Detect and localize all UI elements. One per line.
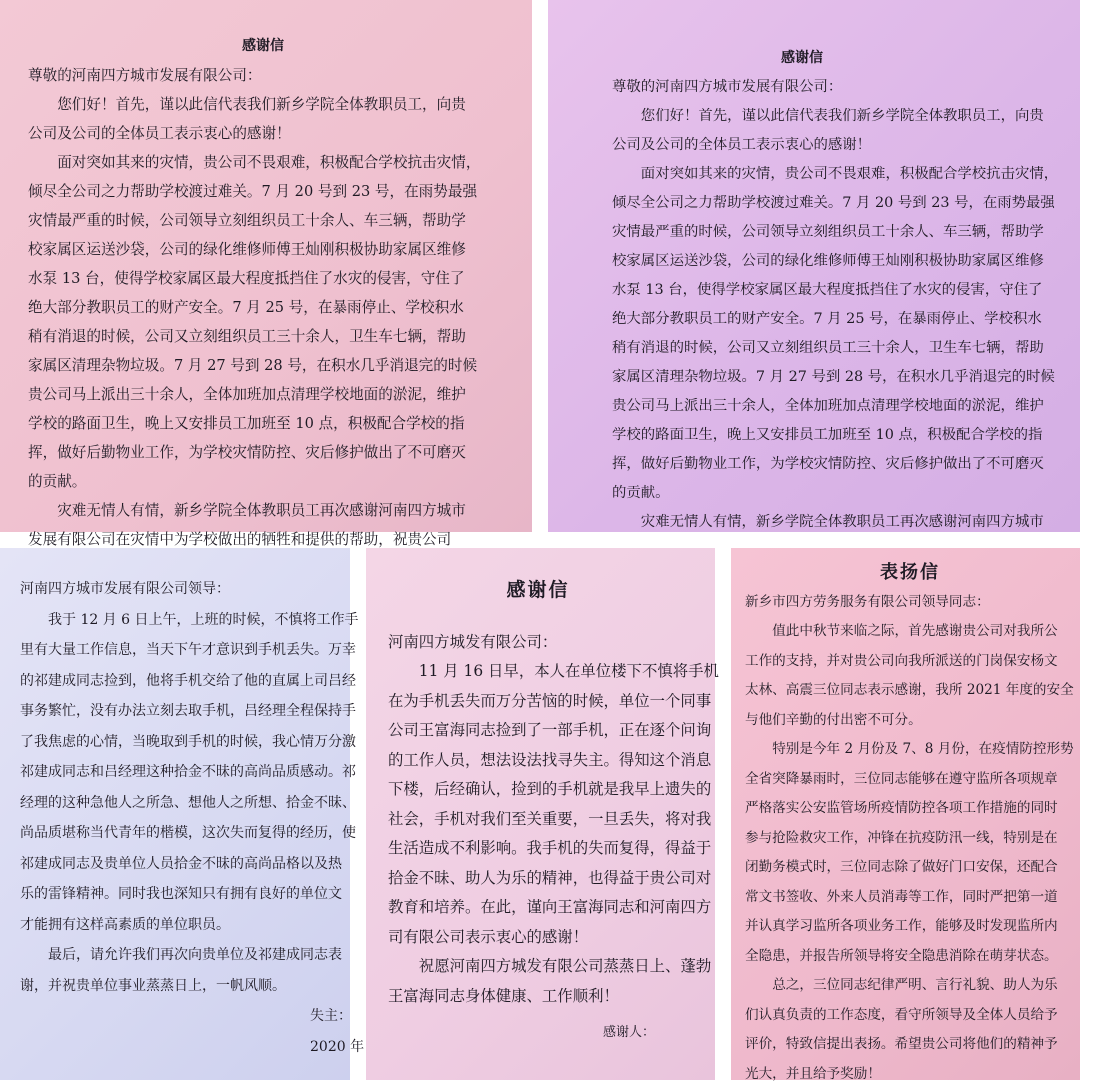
text-line: 总之，三位同志纪律严明、言行礼貌、助人为乐 [745, 971, 1105, 1001]
text-line: 校家属区运送沙袋，公司的绿化维修师傅王灿刚积极协助家属区维修 [612, 247, 1072, 276]
text-line: 的贡献。 [28, 467, 498, 496]
text-line: 拾金不昧、助人为乐的精神，也得益于贵公司对 [388, 864, 748, 894]
text-line: 贵公司马上派出三十余人，全体加班加点清理学校地面的淤泥，维护 [612, 392, 1072, 421]
text-line: 了我焦虑的心情，当晚取到手机的时候，我心情万分激 [20, 727, 420, 758]
letter-body [20, 574, 420, 1062]
letter-title: 感谢信 [28, 32, 498, 61]
letter-body [612, 44, 1072, 537]
text-line: 您们好！首先，谨以此信代表我们新乡学院全体教职员工，向贵 [28, 90, 498, 119]
text-line: 严格落实公安监管场所疫情防控各项工作措施的同时 [745, 794, 1105, 824]
text-line: 生活造成不利影响。我手机的失而复得，得益于 [388, 834, 748, 864]
text-line: 祝愿河南四方城发有限公司蒸蒸日上、蓬勃 [388, 952, 748, 982]
text-line: 倾尽全公司之力帮助学校渡过难关。7 月 20 号到 23 号，在雨势最强 [28, 177, 498, 206]
text-line: 全省突降暴雨时，三位同志能够在遵守监所各项规章 [745, 765, 1105, 795]
text-line: 倾尽全公司之力帮助学校渡过难关。7 月 20 号到 23 号，在雨势最强 [612, 189, 1072, 218]
text-line: 灾难无情人有情，新乡学院全体教职员工再次感谢河南四方城市 [612, 508, 1072, 537]
text-line: 常文书签收、外来人员消毒等工作，同时严把第一道 [745, 883, 1105, 913]
text-line: 值此中秋节来临之际，首先感谢贵公司对我所公 [745, 617, 1105, 647]
signature-label: 失主： [20, 1001, 420, 1032]
text-line: 们认真负责的工作态度，看守所领导及全体人员给予 [745, 1001, 1105, 1031]
letter-body [745, 558, 1105, 1089]
text-line: 新乡市四方劳务服务有限公司领导同志： [745, 588, 1105, 618]
text-line: 尊敬的河南四方城市发展有限公司： [28, 61, 498, 90]
text-line: 您们好！首先，谨以此信代表我们新乡学院全体教职员工，向贵 [612, 102, 1072, 131]
text-line: 绝大部分教职员工的财产安全。7 月 25 号，在暴雨停止、学校积水 [28, 293, 498, 322]
text-line: 的贡献。 [612, 479, 1072, 508]
text-line: 乐的雷锋精神。同时我也深知只有拥有良好的单位文 [20, 879, 420, 910]
text-line: 事务繁忙，没有办法立刻去取手机，吕经理全程保持手 [20, 696, 420, 727]
text-line: 才能拥有这样高素质的单位职员。 [20, 910, 420, 941]
text-line: 并认真学习监所各项业务工作，能够及时发现监所内 [745, 912, 1105, 942]
text-line: 河南四方城市发展有限公司领导： [20, 574, 420, 605]
text-line: 公司及公司的全体员工表示衷心的感谢！ [28, 119, 498, 148]
text-line: 尚品质堪称当代青年的楷模，这次失而复得的经历，使 [20, 818, 420, 849]
text-line: 下楼，后经确认，捡到的手机就是我早上遗失的 [388, 775, 748, 805]
text-line: 面对突如其来的灾情，贵公司不畏艰难，积极配合学校抗击灾情， [612, 160, 1072, 189]
text-line: 水泵 13 台，使得学校家属区最大程度抵挡住了水灾的侵害，守住了 [28, 264, 498, 293]
date-line: 2020 年 [20, 1032, 420, 1063]
text-line: 的祁建成同志捡到，他将手机交给了他的直属上司吕经 [20, 666, 420, 697]
text-line: 面对突如其来的灾情，贵公司不畏艰难，积极配合学校抗击灾情， [28, 148, 498, 177]
text-line: 王富海同志身体健康、工作顺利！ [388, 982, 748, 1012]
text-line: 工作的支持，并对贵公司向我所派送的门岗保安杨文 [745, 647, 1105, 677]
text-line: 光大，并且给予奖励！ [745, 1060, 1105, 1089]
signature-label: 感谢人： [388, 1011, 748, 1055]
text-line: 学校的路面卫生，晚上又安排员工加班至 10 点，积极配合学校的指 [612, 421, 1072, 450]
text-line: 闭勤务模式时，三位同志除了做好门口安保，还配合 [745, 853, 1105, 883]
letter-photo-5 [731, 548, 1080, 1080]
letter-photo-1 [0, 0, 532, 532]
text-line: 尊敬的河南四方城市发展有限公司： [612, 73, 1072, 102]
text-line: 挥，做好后勤物业工作，为学校灾情防控、灾后修护做出了不可磨灭 [28, 438, 498, 467]
text-line: 评价，特致信提出表扬。希望贵公司将他们的精神予 [745, 1030, 1105, 1060]
text-line: 灾情最严重的时候，公司领导立刻组织员工十余人、车三辆，帮助学 [28, 206, 498, 235]
text-line: 经理的这种急他人之所急、想他人之所想、拾金不昧、 [20, 788, 420, 819]
text-line: 参与抢险救灾工作，冲锋在抗疫防汛一线，特别是在 [745, 824, 1105, 854]
text-line: 的工作人员，想法设法找寻失主。得知这个消息 [388, 746, 748, 776]
text-line: 公司及公司的全体员工表示衷心的感谢！ [612, 131, 1072, 160]
text-line: 司有限公司表示衷心的感谢！ [388, 923, 748, 953]
text-line: 灾情最严重的时候，公司领导立刻组织员工十余人、车三辆，帮助学 [612, 218, 1072, 247]
text-line: 公司王富海同志捡到了一部手机，正在逐个问询 [388, 716, 748, 746]
text-line: 社会，手机对我们至关重要，一旦丢失，将对我 [388, 805, 748, 835]
letter-title: 感谢信 [388, 576, 688, 606]
text-line: 里有大量工作信息，当天下午才意识到手机丢失。万幸 [20, 635, 420, 666]
text-line: 谢，并祝贵单位事业蒸蒸日上，一帆风顺。 [20, 971, 420, 1002]
text-line: 全隐患，并报告所领导将安全隐患消除在萌芽状态。 [745, 942, 1105, 972]
text-line: 灾难无情人有情，新乡学院全体教职员工再次感谢河南四方城市 [28, 496, 498, 525]
text-line: 贵公司马上派出三十余人，全体加班加点清理学校地面的淤泥，维护 [28, 380, 498, 409]
text-line: 稍有消退的时候，公司又立刻组织员工三十余人，卫生车七辆，帮助 [612, 334, 1072, 363]
text-line: 教育和培养。在此，谨向王富海同志和河南四方 [388, 893, 748, 923]
text-line: 特别是今年 2 月份及 7、8 月份，在疫情防控形势 [745, 735, 1105, 765]
text-line: 发展有限公司在灾情中为学校做出的牺牲和提供的帮助，祝贵公司 [28, 525, 498, 554]
letter-photo-3 [0, 548, 350, 1080]
text-line: 祁建成同志和吕经理这种拾金不昧的高尚品质感动。祁 [20, 757, 420, 788]
letter-body [388, 576, 748, 1055]
text-line: 河南四方城发有限公司： [388, 628, 748, 658]
text-line: 最后，请允许我们再次向贵单位及祁建成同志表 [20, 940, 420, 971]
letter-photo-2 [548, 0, 1080, 532]
text-line: 挥，做好后勤物业工作，为学校灾情防控、灾后修护做出了不可磨灭 [612, 450, 1072, 479]
text-line: 家属区清理杂物垃圾。7 月 27 号到 28 号，在积水几乎消退完的时候 [28, 351, 498, 380]
text-line: 家属区清理杂物垃圾。7 月 27 号到 28 号，在积水几乎消退完的时候 [612, 363, 1072, 392]
text-line: 我于 12 月 6 日上午，上班的时候，不慎将工作手 [20, 605, 420, 636]
letter-body [28, 32, 498, 554]
letter-photo-4 [366, 548, 715, 1080]
text-line: 太林、高震三位同志表示感谢，我所 2021 年度的安全 [745, 676, 1105, 706]
text-line: 学校的路面卫生，晚上又安排员工加班至 10 点，积极配合学校的指 [28, 409, 498, 438]
text-line: 在为手机丢失而万分苦恼的时候，单位一个同事 [388, 687, 748, 717]
text-line: 11 月 16 日早，本人在单位楼下不慎将手机 [388, 657, 748, 687]
text-line: 水泵 13 台，使得学校家属区最大程度抵挡住了水灾的侵害，守住了 [612, 276, 1072, 305]
text-line: 稍有消退的时候，公司又立刻组织员工三十余人，卫生车七辆，帮助 [28, 322, 498, 351]
text-line: 绝大部分教职员工的财产安全。7 月 25 号，在暴雨停止、学校积水 [612, 305, 1072, 334]
text-line: 校家属区运送沙袋，公司的绿化维修师傅王灿刚积极协助家属区维修 [28, 235, 498, 264]
text-line: 祁建成同志及贵单位人员拾金不昧的高尚品格以及热 [20, 849, 420, 880]
letter-title: 表扬信 [745, 558, 1075, 588]
letter-title: 感谢信 [612, 44, 992, 73]
text-line: 与他们辛勤的付出密不可分。 [745, 706, 1105, 736]
